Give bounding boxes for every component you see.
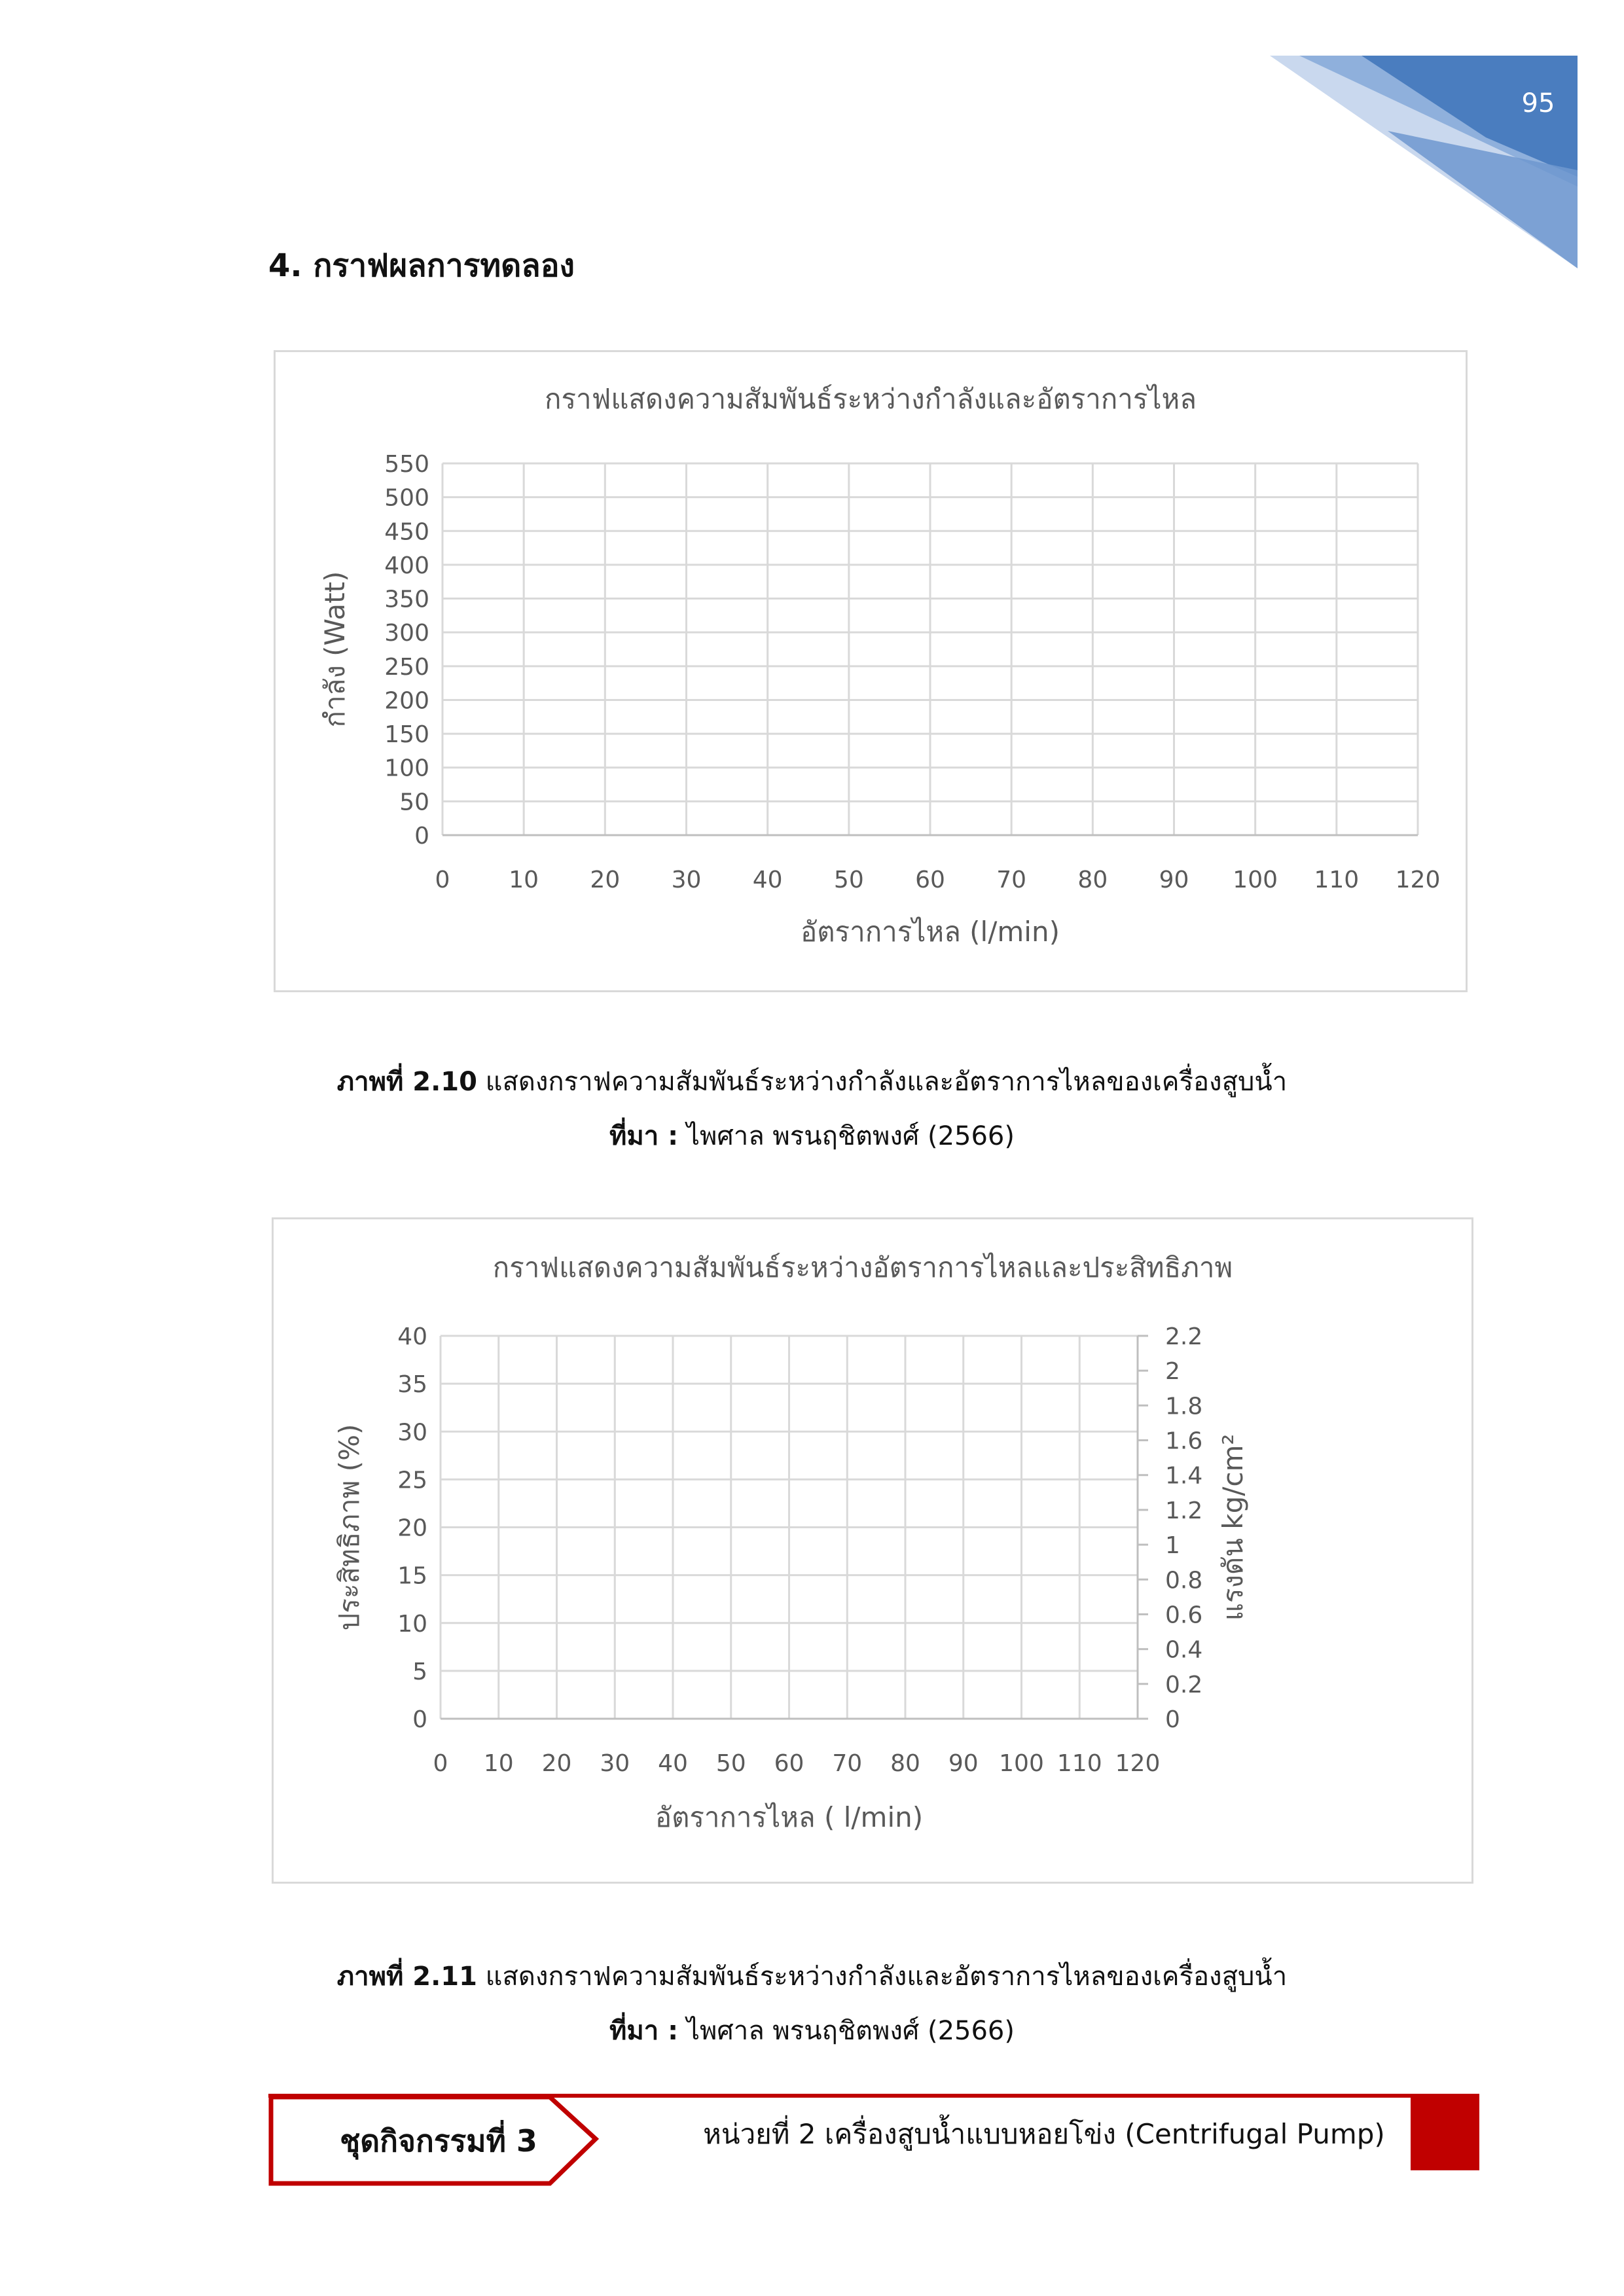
- section-heading: 4. กราฟผลการทดลอง: [268, 247, 575, 284]
- y-tick-label: 30: [397, 1419, 427, 1446]
- x-tick-label: 120: [1115, 1750, 1161, 1777]
- footer-bar: [268, 2092, 1479, 2190]
- x-tick-label: 70: [996, 867, 1027, 893]
- x-tick-label: 90: [1159, 867, 1189, 893]
- figure-caption-text: แสดงกราฟความสัมพันธ์ระหว่างกำลังและอัตราการไหลของเครื่องสูบน้ำ: [477, 1962, 1288, 1992]
- figure-label: ภาพที่ 2.11: [336, 1962, 477, 1992]
- y2-tick-label: 1.6: [1165, 1427, 1203, 1455]
- x-tick-label: 110: [1314, 867, 1360, 893]
- page-number: 95: [1521, 88, 1555, 118]
- y-tick-label: 25: [397, 1467, 427, 1494]
- figure-caption-text: แสดงกราฟความสัมพันธ์ระหว่างกำลังและอัตราการไหลของเครื่องสูบน้ำ: [477, 1067, 1288, 1097]
- power-flow-chart-svg: [276, 352, 1466, 990]
- y-tick-label: 450: [384, 518, 429, 546]
- corner-decoration: [0, 0, 1624, 275]
- chart-title: กราฟแสดงความสัมพันธ์ระหว่างอัตราการไหลและประสิทธิภาพ: [492, 1251, 1233, 1283]
- y2-tick-label: 2: [1165, 1358, 1180, 1386]
- y-tick-label: 50: [399, 789, 429, 816]
- y2-tick-label: 0.2: [1165, 1671, 1203, 1698]
- x-tick-label: 70: [832, 1750, 863, 1777]
- x-tick-label: 100: [1233, 867, 1278, 893]
- x-tick-label: 110: [1056, 1750, 1102, 1777]
- y-tick-label: 35: [397, 1371, 427, 1399]
- x-tick-label: 30: [671, 867, 702, 893]
- x-axis-label: อัตราการไหล (l/min): [801, 916, 1060, 948]
- source-label: ที่มา :: [609, 2016, 679, 2046]
- y-axis-label: ประสิทธิภาพ (%): [333, 1424, 365, 1631]
- x-tick-label: 20: [541, 1750, 572, 1777]
- x-tick-label: 120: [1395, 867, 1441, 893]
- flow-efficiency-chart-svg: [274, 1219, 1471, 1882]
- x-axis-label: อัตราการไหล ( l/min): [655, 1801, 924, 1833]
- y2-tick-label: 2.2: [1165, 1323, 1203, 1350]
- x-tick-label: 40: [752, 867, 783, 893]
- flow-efficiency-chart: [272, 1217, 1473, 1884]
- y-tick-label: 400: [384, 552, 429, 579]
- y-tick-label: 550: [384, 451, 429, 478]
- x-tick-label: 10: [509, 867, 539, 893]
- figure-2-10-caption: [0, 1060, 1624, 1102]
- x-tick-label: 20: [590, 867, 621, 893]
- x-tick-label: 0: [435, 867, 450, 893]
- y-axis-label: กำลัง (Watt): [319, 571, 351, 728]
- activity-label: ชุดกิจกรรมที่ 3: [340, 2123, 537, 2159]
- x-tick-label: 100: [999, 1750, 1044, 1777]
- y-tick-label: 300: [384, 620, 429, 647]
- x-tick-label: 40: [658, 1750, 688, 1777]
- y-tick-label: 150: [384, 721, 429, 749]
- y2-tick-label: 1.4: [1165, 1462, 1203, 1490]
- y-tick-label: 100: [384, 755, 429, 782]
- y2-tick-label: 1.8: [1165, 1393, 1203, 1420]
- y2-axis-label: แรงดัน kg/cm²: [1217, 1433, 1249, 1621]
- source-text: ไพศาล พรนฤชิตพงศ์ (2566): [678, 1121, 1015, 1151]
- x-tick-label: 60: [915, 867, 945, 893]
- y2-tick-label: 0.4: [1165, 1636, 1203, 1664]
- y-tick-label: 500: [384, 484, 429, 512]
- y-tick-label: 15: [397, 1562, 427, 1590]
- x-tick-label: 80: [890, 1750, 920, 1777]
- source-label: ที่มา :: [609, 1121, 679, 1151]
- chart-title: กราฟแสดงความสัมพันธ์ระหว่างกำลังและอัตราการไหล: [545, 383, 1197, 415]
- y-tick-label: 40: [397, 1323, 427, 1350]
- figure-2-11-caption: [0, 1955, 1624, 1997]
- x-tick-label: 50: [833, 867, 864, 893]
- y2-tick-label: 1: [1165, 1532, 1180, 1560]
- power-flow-chart: [274, 350, 1468, 992]
- source-text: ไพศาล พรนฤชิตพงศ์ (2566): [678, 2016, 1015, 2046]
- x-tick-label: 50: [715, 1750, 746, 1777]
- x-tick-label: 90: [948, 1750, 979, 1777]
- y-tick-label: 0: [414, 823, 429, 850]
- y-tick-label: 0: [412, 1706, 427, 1733]
- unit-title: หน่วยที่ 2 เครื่องสูบน้ำแบบหอยโข่ง (Centrifugal Pump): [703, 2118, 1385, 2150]
- y-tick-label: 350: [384, 586, 429, 613]
- y-tick-label: 20: [397, 1515, 427, 1542]
- y2-tick-label: 1.2: [1165, 1497, 1203, 1524]
- x-tick-label: 80: [1077, 867, 1108, 893]
- x-tick-label: 60: [774, 1750, 804, 1777]
- y2-tick-label: 0.6: [1165, 1602, 1203, 1629]
- y2-tick-label: 0.8: [1165, 1567, 1203, 1594]
- y-tick-label: 200: [384, 687, 429, 715]
- y-tick-label: 10: [397, 1610, 427, 1638]
- x-tick-label: 30: [600, 1750, 630, 1777]
- y2-tick-label: 0: [1165, 1706, 1180, 1733]
- figure-2-11-source: [0, 2009, 1624, 2051]
- y-tick-label: 5: [412, 1658, 427, 1685]
- figure-2-10-source: [0, 1115, 1624, 1157]
- figure-label: ภาพที่ 2.10: [336, 1067, 477, 1097]
- x-tick-label: 0: [433, 1750, 448, 1777]
- x-tick-label: 10: [483, 1750, 514, 1777]
- y-tick-label: 250: [384, 653, 429, 681]
